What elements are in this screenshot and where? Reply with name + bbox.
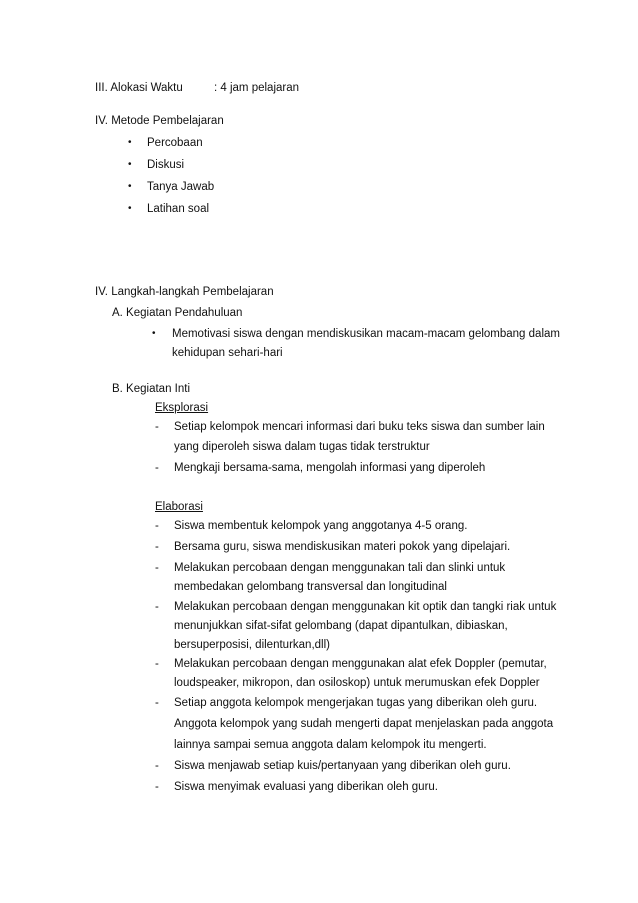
elaborasi-item-line: Siswa menyimak evaluasi yang diberikan oleh guru. [174, 781, 439, 793]
dash-icon: - [155, 462, 159, 474]
elaborasi-item-line: bersuperposisi, dilenturkan,dll) [174, 639, 330, 651]
elaborasi-item-line: Melakukan percobaan dengan menggunakan tali dan slinki untuk [174, 562, 506, 574]
eksplorasi-item-line: Setiap kelompok mencari informasi dari buku teks siswa dan sumber lain [174, 421, 545, 433]
eksplorasi-heading: Eksplorasi [155, 402, 209, 414]
metode-item: Latihan soal [147, 203, 210, 215]
dash-icon: - [155, 520, 159, 532]
elaborasi-item-line: Setiap anggota kelompok mengerjakan tugas yang diberikan oleh guru. [174, 697, 538, 709]
eksplorasi-item-line: yang diperoleh siswa dalam tugas tidak terstruktur [174, 441, 430, 453]
dash-icon: - [155, 781, 159, 793]
dash-icon: - [155, 658, 159, 670]
alokasi-value: : 4 jam pelajaran [214, 82, 300, 94]
elaborasi-item-line: lainnya sampai semua anggota dalam kelompok itu mengerti. [174, 739, 487, 751]
pendahuluan-item-line: Memotivasi siswa dengan mendiskusikan macam-macam gelombang dalam [172, 328, 560, 340]
dash-icon: - [155, 541, 159, 553]
bullet-icon: • [128, 159, 132, 170]
eksplorasi-item-line: Mengkaji bersama-sama, mengolah informasi yang diperoleh [174, 462, 486, 474]
elaborasi-item-line: Siswa membentuk kelompok yang anggotanya 4-5 orang. [174, 520, 468, 532]
dash-icon: - [155, 697, 159, 709]
elaborasi-item-line: Melakukan percobaan dengan menggunakan kit optik dan tangki riak untuk [174, 601, 557, 613]
bullet-icon: • [128, 203, 132, 214]
elaborasi-item-line: menunjukkan sifat-sifat gelombang (dapat dipantulkan, dibiaskan, [174, 620, 508, 632]
pendahuluan-heading: A. Kegiatan Pendahuluan [112, 307, 243, 319]
metode-item: Diskusi [147, 159, 185, 171]
alokasi-label: III. Alokasi Waktu [95, 82, 183, 94]
metode-item: Percobaan [147, 137, 203, 149]
dash-icon: - [155, 562, 159, 574]
elaborasi-item-line: membedakan gelombang transversal dan longitudinal [174, 581, 447, 593]
elaborasi-item-line: Bersama guru, siswa mendiskusikan materi pokok yang dipelajari. [174, 541, 511, 553]
dash-icon: - [155, 421, 159, 433]
bullet-icon: • [128, 181, 132, 192]
dash-icon: - [155, 601, 159, 613]
elaborasi-item-line: loudspeaker, mikropon, dan osiloskop) untuk merumuskan efek Doppler [174, 677, 540, 689]
bullet-icon: • [152, 328, 156, 339]
metode-heading: IV. Metode Pembelajaran [95, 115, 224, 127]
elaborasi-heading: Elaborasi [155, 501, 203, 513]
inti-heading: B. Kegiatan Inti [112, 383, 190, 395]
langkah-heading: IV. Langkah-langkah Pembelajaran [95, 286, 274, 298]
metode-item: Tanya Jawab [147, 181, 215, 193]
elaborasi-item-line: Anggota kelompok yang sudah mengerti dapat menjelaskan pada anggota [174, 718, 554, 730]
elaborasi-item-line: Melakukan percobaan dengan menggunakan alat efek Doppler (pemutar, [174, 658, 547, 670]
pendahuluan-item-line: kehidupan sehari-hari [172, 347, 283, 359]
dash-icon: - [155, 760, 159, 772]
bullet-icon: • [128, 137, 132, 148]
elaborasi-item-line: Siswa menjawab setiap kuis/pertanyaan yang diberikan oleh guru. [174, 760, 511, 772]
